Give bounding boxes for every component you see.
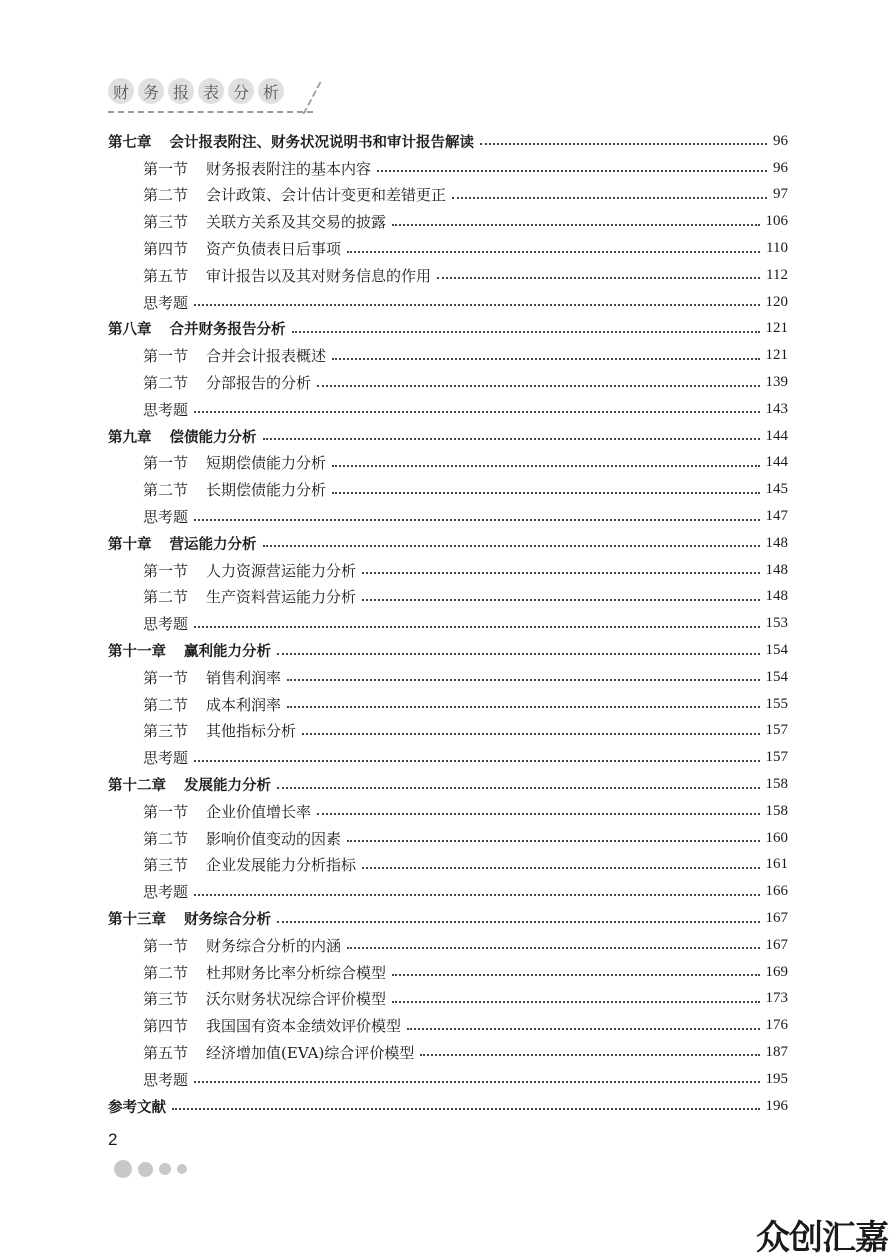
toc-entry-title: 思考题 [143,508,189,527]
toc-entry-page: 169 [765,963,788,980]
toc-entry-title: 会计政策、会计估计变更和差错更正 [206,186,447,205]
toc-entry-page: 153 [765,615,788,632]
toc-entry-number: 第九章 [108,429,152,446]
toc-leader-dots [194,626,759,628]
toc-chapter-entry [108,1093,788,1120]
table-of-contents [108,128,788,1119]
toc-leader-dots [287,706,759,708]
toc-entry-page: 187 [765,1043,788,1060]
toc-entry-number: 第十二章 [108,778,166,795]
toc-entry-page: 148 [765,561,788,578]
toc-section-entry [108,208,788,235]
toc-entry-title: 赢利能力分析 [184,644,271,661]
toc-entry-title: 人力资源营运能力分析 [206,561,357,580]
toc-entry-number: 第三节 [143,990,189,1009]
toc-entry-number: 第二节 [143,963,189,982]
toc-section-entry [108,664,788,691]
toc-leader-dots [332,465,759,467]
toc-entry-number: 第一节 [143,802,189,821]
toc-leader-dots [362,867,759,869]
toc-entry-title: 企业价值增长率 [206,802,312,821]
toc-section-entry [108,610,788,637]
toc-section-entry [108,852,788,879]
header-dashed-rule [108,111,313,113]
toc-entry-page: 157 [765,722,788,739]
toc-entry-title: 资产负债表日后事项 [206,240,342,259]
toc-leader-dots [194,760,759,762]
toc-entry-page: 157 [765,749,788,766]
toc-leader-dots [277,787,760,789]
toc-section-entry [108,342,788,369]
toc-entry-page: 155 [765,695,788,712]
toc-leader-dots [287,679,759,681]
toc-entry-page: 97 [773,186,788,203]
header-char: 分 [228,78,254,104]
toc-entry-number: 第一节 [143,454,189,473]
toc-section-entry [108,396,788,423]
toc-entry-number: 第二节 [143,481,189,500]
toc-section-entry [108,155,788,182]
toc-leader-dots [172,1108,760,1110]
toc-entry-number: 第三节 [143,213,189,232]
toc-entry-title: 思考题 [143,1070,189,1089]
toc-section-entry [108,798,788,825]
toc-leader-dots [194,1081,759,1083]
toc-leader-dots [317,813,759,815]
toc-leader-dots [194,411,759,413]
toc-section-entry [108,1039,788,1066]
toc-section-entry [108,369,788,396]
toc-leader-dots [194,304,759,306]
toc-leader-dots [362,599,759,601]
toc-chapter-entry [108,423,788,450]
page-number: 2 [108,1130,118,1149]
toc-entry-number: 第一节 [143,668,189,687]
toc-entry-page: 145 [765,481,788,498]
toc-entry-number: 第八章 [108,322,152,339]
toc-leader-dots [392,974,759,976]
toc-leader-dots [362,572,759,574]
toc-section-entry [108,718,788,745]
toc-section-entry [108,262,788,289]
footer-dots-decoration [114,1160,187,1178]
toc-leader-dots [347,840,759,842]
toc-entry-page: 161 [765,856,788,873]
toc-entry-title: 会计报表附注、财务状况说明书和审计报告解读 [169,134,474,151]
toc-entry-page: 167 [765,936,788,953]
toc-entry-number: 第七章 [108,134,152,151]
toc-entry-number: 第十章 [108,536,152,553]
toc-entry-page: 110 [766,240,788,257]
toc-entry-page: 195 [765,1070,788,1087]
toc-entry-title: 销售利润率 [206,668,282,687]
toc-entry-page: 112 [766,266,788,283]
footer-dot [138,1162,153,1177]
toc-entry-title: 思考题 [143,615,189,634]
toc-entry-page: 167 [765,910,788,926]
toc-entry-title: 财务报表附注的基本内容 [206,159,372,178]
toc-entry-number: 第五节 [143,1043,189,1062]
toc-chapter-entry [108,316,788,343]
toc-entry-title: 杜邦财务比率分析综合模型 [206,963,387,982]
watermark-logo: 众创汇嘉 [756,1218,888,1258]
toc-entry-number: 第一节 [143,561,189,580]
toc-entry-page: 147 [765,508,788,525]
toc-section-entry [108,691,788,718]
toc-leader-dots [263,438,760,440]
toc-entry-number: 第二节 [143,374,189,393]
toc-entry-title: 生产资料营运能力分析 [206,588,357,607]
toc-section-entry [108,1066,788,1093]
toc-entry-title: 偿债能力分析 [169,429,257,446]
toc-chapter-entry [108,905,788,932]
header-char: 析 [258,78,284,104]
toc-entry-title: 参考文献 [108,1099,166,1116]
header-title [108,78,284,104]
toc-entry-number: 第二节 [143,695,189,714]
toc-entry-title: 长期偿债能力分析 [206,481,327,500]
toc-section-entry [108,932,788,959]
toc-leader-dots [263,545,760,547]
toc-section-entry [108,450,788,477]
toc-entry-title: 财务综合分析 [184,912,271,928]
toc-section-entry [108,235,788,262]
toc-entry-number: 第二节 [143,829,189,848]
toc-entry-number: 第一节 [143,936,189,955]
toc-entry-title: 我国国有资本金绩效评价模型 [206,1017,402,1036]
toc-entry-number: 第一节 [143,347,189,366]
toc-leader-dots [317,385,759,387]
toc-entry-page: 166 [765,883,788,900]
toc-section-entry [108,476,788,503]
toc-entry-number: 第二节 [143,588,189,607]
footer-dot [114,1160,132,1178]
toc-leader-dots [292,331,760,333]
toc-entry-page: 121 [765,347,788,364]
toc-entry-title: 财务综合分析的内涵 [206,936,342,955]
toc-section-entry [108,503,788,530]
toc-leader-dots [347,947,759,949]
footer-dot [177,1164,187,1174]
toc-entry-title: 沃尔财务状况综合评价模型 [206,990,387,1009]
toc-entry-title: 合并会计报表概述 [206,347,327,366]
toc-section-entry [108,959,788,986]
toc-entry-page: 106 [765,213,788,230]
toc-entry-number: 第五节 [143,266,189,285]
toc-entry-page: 143 [765,400,788,417]
toc-entry-page: 160 [765,829,788,846]
toc-entry-page: 148 [765,588,788,605]
toc-section-entry [108,289,788,316]
toc-entry-page: 96 [773,132,788,149]
toc-entry-number: 第十一章 [108,644,166,661]
header-dashed-slash [302,82,323,114]
toc-entry-title: 审计报告以及其对财务信息的作用 [206,266,432,285]
toc-entry-number: 第四节 [143,1017,189,1036]
toc-leader-dots [452,197,767,199]
toc-entry-page: 148 [765,534,788,551]
toc-section-entry [108,182,788,209]
toc-entry-number: 第一节 [143,159,189,178]
toc-section-entry [108,825,788,852]
toc-leader-dots [392,224,759,226]
toc-entry-title: 思考题 [143,883,189,902]
toc-entry-page: 158 [765,802,788,819]
toc-leader-dots [302,733,759,735]
toc-entry-title: 分部报告的分析 [206,374,312,393]
toc-entry-page: 154 [765,668,788,685]
toc-entry-number: 第四节 [143,240,189,259]
toc-entry-number: 第十三章 [108,912,166,928]
toc-section-entry [108,584,788,611]
toc-leader-dots [392,1001,759,1003]
toc-chapter-entry [108,128,788,155]
toc-leader-dots [377,170,767,172]
toc-section-entry [108,557,788,584]
header-char: 务 [138,78,164,104]
toc-entry-number: 第三节 [143,722,189,741]
toc-leader-dots [194,519,759,521]
toc-section-entry [108,1012,788,1039]
toc-chapter-entry [108,530,788,557]
toc-entry-title: 成本利润率 [206,695,282,714]
toc-leader-dots [480,143,767,145]
footer-dot [159,1163,171,1175]
toc-entry-title: 企业发展能力分析指标 [206,856,357,875]
toc-entry-page: 120 [765,293,788,310]
toc-entry-title: 其他指标分析 [206,722,297,741]
toc-section-entry [108,878,788,905]
toc-leader-dots [277,921,760,923]
toc-entry-title: 思考题 [143,749,189,768]
toc-entry-title: 关联方关系及其交易的披露 [206,213,387,232]
toc-entry-page: 96 [773,159,788,176]
toc-entry-page: 139 [765,374,788,391]
toc-entry-title: 经济增加值(EVA)综合评价模型 [206,1043,415,1062]
toc-entry-page: 158 [765,776,788,793]
toc-entry-title: 发展能力分析 [184,778,271,795]
toc-leader-dots [194,894,759,896]
header-char: 报 [168,78,194,104]
toc-section-entry [108,744,788,771]
toc-entry-page: 121 [765,320,788,337]
toc-leader-dots [407,1028,759,1030]
toc-entry-number: 第二节 [143,186,189,205]
toc-chapter-entry [108,637,788,664]
toc-entry-title: 营运能力分析 [169,536,257,553]
toc-chapter-entry [108,771,788,798]
toc-entry-page: 144 [765,427,788,444]
toc-entry-page: 154 [765,642,788,659]
toc-leader-dots [332,492,759,494]
toc-entry-page: 144 [765,454,788,471]
toc-entry-number: 第三节 [143,856,189,875]
header-char: 表 [198,78,224,104]
toc-entry-title: 思考题 [143,293,189,312]
toc-leader-dots [277,653,760,655]
toc-leader-dots [437,277,760,279]
toc-section-entry [108,986,788,1013]
running-header [108,78,348,120]
toc-entry-page: 196 [765,1097,788,1114]
toc-entry-page: 176 [765,1017,788,1034]
toc-leader-dots [347,251,760,253]
toc-entry-title: 思考题 [143,400,189,419]
toc-entry-page: 173 [765,990,788,1007]
toc-entry-title: 短期偿债能力分析 [206,454,327,473]
toc-entry-title: 影响价值变动的因素 [206,829,342,848]
toc-leader-dots [332,358,759,360]
toc-entry-title: 合并财务报告分析 [169,322,286,339]
header-char: 财 [108,78,134,104]
toc-leader-dots [420,1054,759,1056]
